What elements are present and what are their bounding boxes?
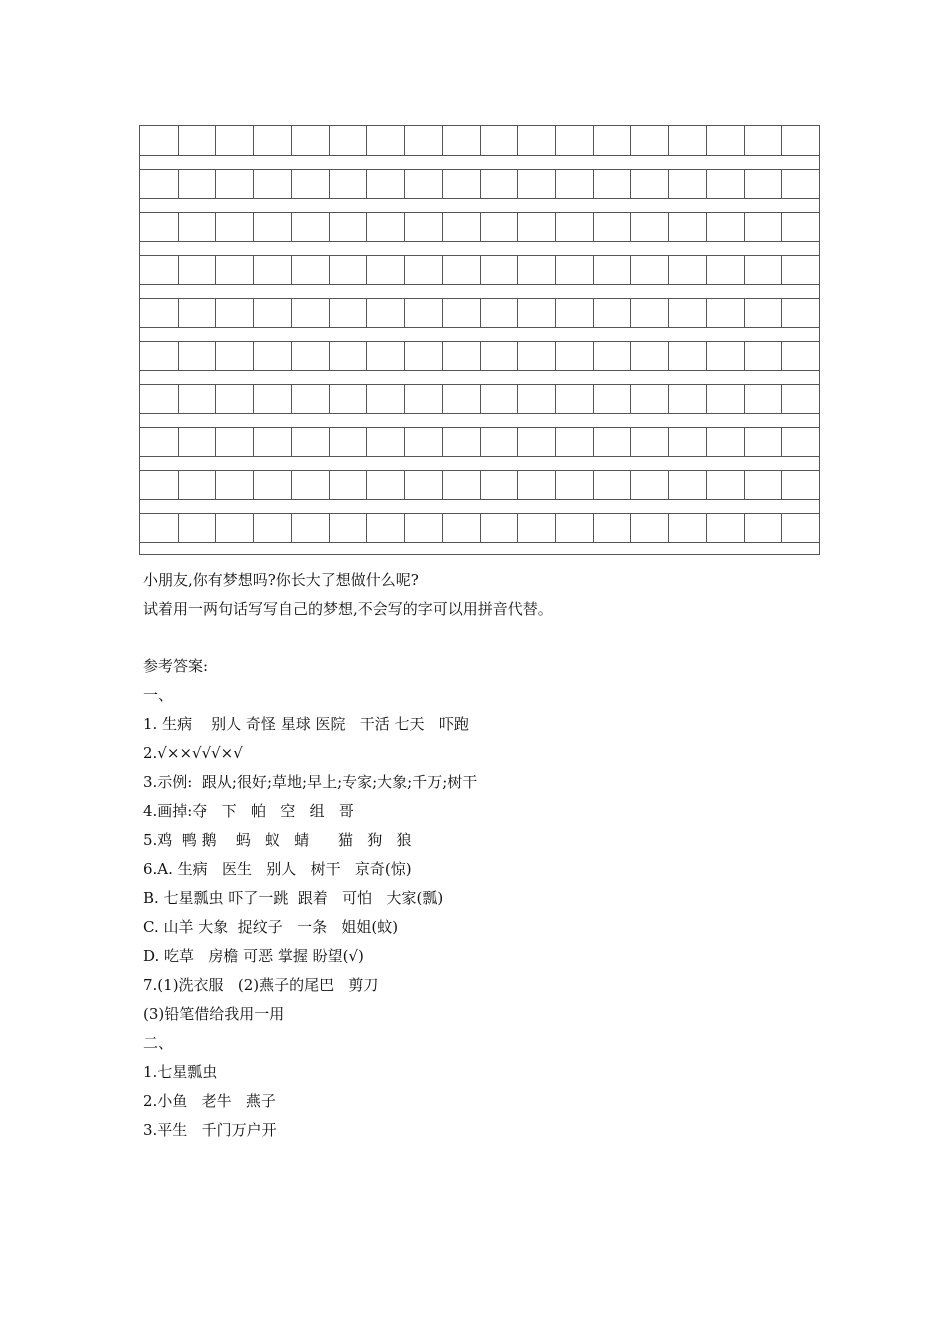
grid-cell (480, 256, 518, 284)
grid-cell (593, 385, 631, 413)
grid-cell (630, 170, 668, 198)
grid-cell (630, 428, 668, 456)
grid-cell (781, 385, 819, 413)
grid-cell (555, 428, 593, 456)
grid-cell (366, 385, 404, 413)
grid-cell (630, 514, 668, 542)
grid-cell (480, 385, 518, 413)
grid-cell (781, 342, 819, 370)
grid-cell (215, 213, 253, 241)
grid-cell (329, 213, 367, 241)
grid-cell (253, 428, 291, 456)
grid-cell (480, 342, 518, 370)
grid-cell (215, 170, 253, 198)
grid-cell (329, 514, 367, 542)
grid-cell (404, 299, 442, 327)
grid-cell (744, 471, 782, 499)
grid-cell (366, 471, 404, 499)
answer-line: 5.鸡 鸭 鹅 蚂 蚁 蜻 猫 狗 狼 (143, 831, 412, 849)
grid-cell (404, 471, 442, 499)
grid-row (140, 126, 819, 156)
grid-cell (706, 428, 744, 456)
grid-row (140, 513, 819, 543)
grid-cell (517, 471, 555, 499)
grid-cell (593, 213, 631, 241)
text-content (143, 566, 843, 1145)
grid-cell (744, 428, 782, 456)
grid-cell (215, 385, 253, 413)
answer-line: C. 山羊 大象 捉纹子 一条 姐姐(蚊) (143, 918, 399, 936)
grid-cell (630, 299, 668, 327)
grid-cell (630, 342, 668, 370)
grid-cell (555, 213, 593, 241)
grid-cell (442, 385, 480, 413)
grid-cell (781, 299, 819, 327)
grid-cell (744, 514, 782, 542)
grid-cell (706, 126, 744, 155)
grid-cell (291, 170, 329, 198)
grid-cell (781, 514, 819, 542)
grid-cell (555, 256, 593, 284)
grid-cell (744, 213, 782, 241)
grid-cell (593, 471, 631, 499)
grid-cell (555, 342, 593, 370)
grid-cell (404, 126, 442, 155)
grid-cell (366, 299, 404, 327)
grid-cell (517, 256, 555, 284)
grid-row (140, 169, 819, 199)
grid-cell (781, 213, 819, 241)
grid-cell (253, 256, 291, 284)
grid-cell (593, 126, 631, 155)
grid-cell (404, 428, 442, 456)
grid-cell (404, 385, 442, 413)
grid-cell (706, 213, 744, 241)
grid-cell (593, 299, 631, 327)
grid-cell (668, 170, 706, 198)
grid-cell (291, 385, 329, 413)
grid-cell (744, 385, 782, 413)
grid-cell (178, 170, 216, 198)
grid-cell (480, 471, 518, 499)
grid-cell (781, 170, 819, 198)
grid-cell (706, 514, 744, 542)
grid-cell (555, 514, 593, 542)
grid-cell (178, 514, 216, 542)
grid-cell (630, 126, 668, 155)
grid-cell (517, 170, 555, 198)
grid-cell (178, 428, 216, 456)
grid-cell (668, 213, 706, 241)
grid-cell (442, 471, 480, 499)
answer-line: 一、 (143, 686, 174, 704)
grid-cell (517, 299, 555, 327)
grid-cell (253, 299, 291, 327)
grid-cell (215, 428, 253, 456)
grid-cell (291, 514, 329, 542)
grid-cell (744, 342, 782, 370)
grid-cell (178, 342, 216, 370)
grid-cell (480, 428, 518, 456)
grid-cell (593, 170, 631, 198)
grid-cell (630, 213, 668, 241)
grid-cell (668, 256, 706, 284)
grid-cell (517, 342, 555, 370)
grid-cell (442, 342, 480, 370)
grid-cell (517, 514, 555, 542)
grid-cell (706, 170, 744, 198)
answer-line: B. 七星瓢虫 吓了一跳 跟着 可怕 大家(瓢) (143, 889, 444, 907)
grid-cell (291, 428, 329, 456)
grid-cell (291, 471, 329, 499)
answer-line: (3)铅笔借给我用一用 (143, 1005, 285, 1023)
grid-cell (781, 126, 819, 155)
prompt-question: 小朋友,你有梦想吗?你长大了想做什么呢? (143, 571, 419, 589)
grid-cell (480, 299, 518, 327)
grid-cell (593, 428, 631, 456)
spacer (143, 624, 843, 652)
grid-cell (366, 126, 404, 155)
writing-grid (139, 125, 820, 555)
grid-cell (329, 428, 367, 456)
answers-heading: 参考答案: (143, 657, 209, 675)
grid-cell (329, 342, 367, 370)
grid-cell (480, 126, 518, 155)
grid-cell (706, 385, 744, 413)
grid-cell (329, 385, 367, 413)
grid-cell (178, 213, 216, 241)
answer-line: 1. 生病 别人 奇怪 星球 医院 干活 七天 吓跑 (143, 715, 469, 733)
grid-cell (178, 299, 216, 327)
grid-cell (442, 514, 480, 542)
grid-cell (480, 213, 518, 241)
grid-cell (668, 471, 706, 499)
grid-cell (555, 170, 593, 198)
grid-cell (668, 299, 706, 327)
grid-cell (781, 471, 819, 499)
grid-cell (253, 385, 291, 413)
answer-line: 3.示例: 跟从;很好;草地;早上;专家;大象;千万;树干 (143, 773, 478, 791)
grid-cell (329, 256, 367, 284)
grid-cell (480, 170, 518, 198)
grid-row (140, 427, 819, 457)
grid-cell (517, 126, 555, 155)
grid-cell (706, 471, 744, 499)
answer-line: 1.七星瓢虫 (143, 1063, 218, 1081)
grid-cell (706, 342, 744, 370)
grid-cell (329, 126, 367, 155)
grid-row (140, 255, 819, 285)
grid-cell (366, 213, 404, 241)
grid-cell (668, 385, 706, 413)
grid-cell (215, 299, 253, 327)
grid-row (140, 298, 819, 328)
grid-cell (253, 170, 291, 198)
grid-cell (630, 385, 668, 413)
grid-cell (253, 213, 291, 241)
grid-cell (215, 514, 253, 542)
grid-row (140, 212, 819, 242)
grid-cell (253, 471, 291, 499)
grid-cell (442, 299, 480, 327)
grid-cell (630, 471, 668, 499)
grid-cell (706, 299, 744, 327)
grid-cell (593, 256, 631, 284)
grid-cell (744, 170, 782, 198)
grid-cell (178, 126, 216, 155)
grid-cell (366, 514, 404, 542)
grid-cell (517, 385, 555, 413)
grid-cell (215, 471, 253, 499)
grid-cell (291, 213, 329, 241)
grid-cell (668, 126, 706, 155)
grid-row (140, 384, 819, 414)
grid-cell (744, 256, 782, 284)
answer-line: 2.√××√√√×√ (143, 744, 243, 762)
grid-cell (253, 514, 291, 542)
grid-cell (329, 170, 367, 198)
grid-cell (404, 170, 442, 198)
answer-line: 4.画掉:夺 下 帕 空 组 哥 (143, 802, 354, 820)
grid-cell (329, 471, 367, 499)
answer-line: 2.小鱼 老牛 燕子 (143, 1092, 276, 1110)
grid-cell (366, 342, 404, 370)
grid-cell (404, 342, 442, 370)
answer-line: D. 吃草 房檐 可恶 掌握 盼望(√) (143, 947, 364, 965)
grid-cell (215, 126, 253, 155)
grid-cell (517, 428, 555, 456)
grid-cell (744, 299, 782, 327)
grid-cell (517, 213, 555, 241)
grid-cell (329, 299, 367, 327)
grid-cell (593, 514, 631, 542)
grid-cell (781, 428, 819, 456)
grid-cell (480, 514, 518, 542)
answer-line: 7.(1)洗衣服 (2)燕子的尾巴 剪刀 (143, 976, 379, 994)
grid-cell (253, 126, 291, 155)
grid-cell (668, 428, 706, 456)
grid-row (140, 470, 819, 500)
grid-cell (555, 126, 593, 155)
grid-cell (442, 170, 480, 198)
grid-cell (706, 256, 744, 284)
grid-cell (442, 213, 480, 241)
grid-cell (668, 514, 706, 542)
grid-cell (215, 342, 253, 370)
grid-cell (291, 342, 329, 370)
prompt-instruction: 试着用一两句话写写自己的梦想,不会写的字可以用拼音代替。 (143, 600, 553, 618)
grid-cell (744, 126, 782, 155)
grid-cell (781, 256, 819, 284)
grid-cell (253, 342, 291, 370)
grid-cell (215, 256, 253, 284)
grid-cell (178, 256, 216, 284)
grid-cell (555, 471, 593, 499)
grid-cell (366, 170, 404, 198)
grid-row (140, 341, 819, 371)
grid-cell (178, 385, 216, 413)
grid-cell (630, 256, 668, 284)
grid-cell (404, 213, 442, 241)
grid-cell (366, 428, 404, 456)
grid-cell (404, 514, 442, 542)
answer-line: 6.A. 生病 医生 别人 树干 京奇(惊) (143, 860, 412, 878)
grid-cell (442, 126, 480, 155)
grid-cell (555, 299, 593, 327)
grid-cell (668, 342, 706, 370)
grid-cell (442, 428, 480, 456)
answer-line: 3.平生 千门万户开 (143, 1121, 277, 1139)
grid-cell (593, 342, 631, 370)
grid-cell (404, 256, 442, 284)
grid-cell (291, 256, 329, 284)
grid-cell (178, 471, 216, 499)
grid-cell (555, 385, 593, 413)
grid-cell (291, 299, 329, 327)
grid-cell (366, 256, 404, 284)
grid-cell (291, 126, 329, 155)
grid-cell (442, 256, 480, 284)
answer-line: 二、 (143, 1034, 174, 1052)
